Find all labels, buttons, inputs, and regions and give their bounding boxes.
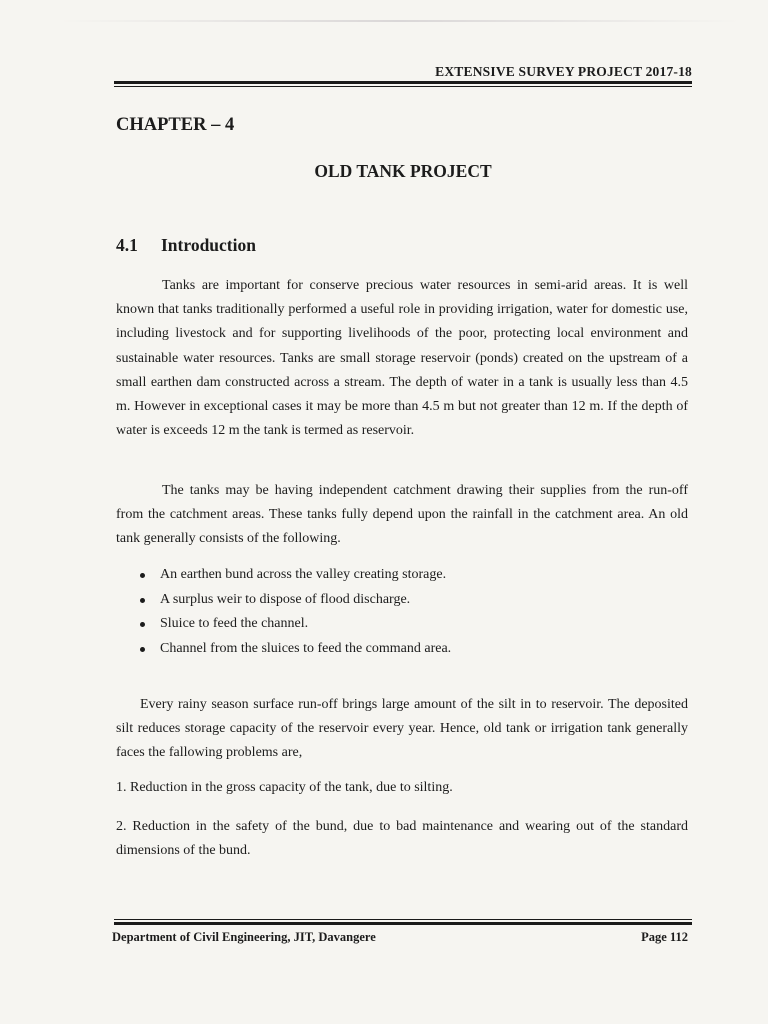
footer-rule-thick [114,922,692,925]
chapter-label: CHAPTER – 4 [116,115,235,135]
footer-department: Department of Civil Engineering, JIT, Davangere [112,930,376,944]
running-header: EXTENSIVE SURVEY PROJECT 2017-18 [435,64,692,79]
list-item: A surplus weir to dispose of flood discharge. [140,588,451,613]
section-number: 4.1 [116,235,138,255]
component-list [140,563,451,661]
problem-item-1: 1. Reduction in the gross capacity of the tank, due to silting. [116,780,453,795]
problem-item-2: 2. Reduction in the safety of the bund, due to bad maintenance and wearing out of the standard dimensions of the bund. [116,819,688,859]
paragraph-intro: Tanks are important for conserve precious water resources in semi-arid areas. It is well known that tanks traditionally performed a useful role in providing irrigation, water for domestic use, including livestock and for supporting livelihoods of the poor, protecting local environment and sustainable water resources. Tanks are small storage reservoir (ponds) created on the upstream of a small earthen dam constructed across a stream. The depth of water in a tank is usually less than 4.5 m. However in exceptional cases it may be more than 4.5 m but not greater than 12 m. If the depth of water is exceeds 12 m the tank is termed as reservoir. [116,278,688,439]
bullet-icon [140,622,145,627]
section-title: Introduction [161,235,256,255]
list-item: Sluice to feed the channel. [140,612,451,637]
bullet-icon [140,647,145,652]
footer-rule-thin [114,919,692,920]
scan-streak [60,20,740,22]
chapter-title: OLD TANK PROJECT [314,161,492,181]
paragraph-silt: Every rainy season surface run-off brings large amount of the silt in to reservoir. The deposited silt reduces storage capacity of the reservoir every year. Hence, old tank or irrigation tank generally faces the fallowing problems are, [116,697,688,761]
list-item: An earthen bund across the valley creating storage. [140,563,451,588]
header-rule-thin [114,86,692,87]
list-item: Channel from the sluices to feed the command area. [140,637,451,662]
header-rule-thick [114,81,692,84]
bullet-icon [140,598,145,603]
bullet-icon [140,573,145,578]
paragraph-catchment: The tanks may be having independent catchment drawing their supplies from the run-off from the catchment areas. These tanks fully depend upon the rainfall in the catchment area. An old tank generally consists of the following. [116,483,688,547]
page-number: Page 112 [641,930,688,944]
